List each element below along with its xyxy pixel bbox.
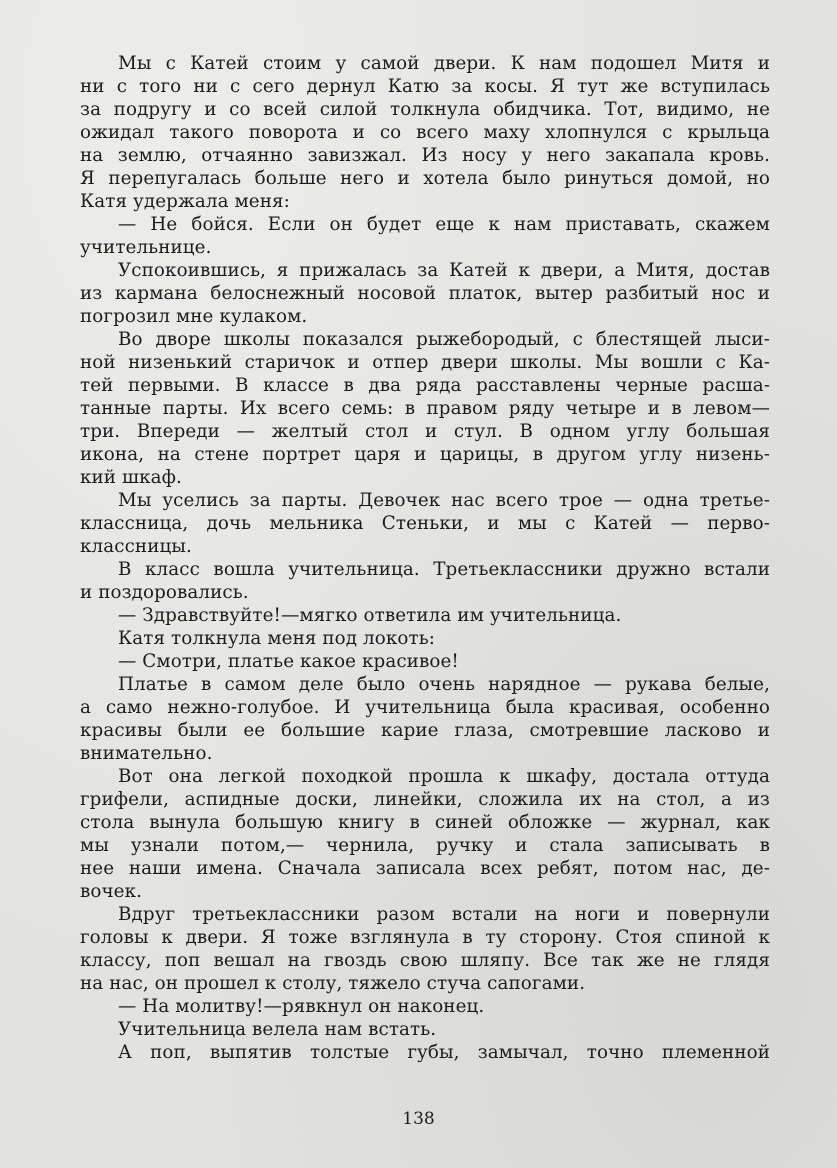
text-line: головы к двери. Я тоже взглянула в ту сторону. Стоя спиной к [80, 927, 770, 948]
text-line: ни с того ни с сего дернул Катю за косы. Я тут же вступилась [80, 76, 770, 97]
text-line: Вот она легкой походкой прошла к шкафу, достала оттуда [118, 766, 770, 787]
text-line: кий шкаф. [80, 467, 182, 488]
text-line: Учительница велела нам встать. [118, 1019, 437, 1040]
text-line: Я перепугалась больше него и хотела было ринуться домой, но [80, 168, 770, 189]
text-line: ожидал такого поворота и со всего маху хлопнулся с крыльца [80, 122, 770, 143]
text-line: В класс вошла учительница. Третьеклассники дружно встали [118, 559, 770, 580]
text-line: а само нежно-голубое. И учительница была красивая, особенно [80, 697, 770, 718]
text-line: Успокоившись, я прижалась за Катей к двери, а Митя, достав [118, 260, 770, 281]
text-line: стола вынула большую книгу в синей обложке — журнал, как [80, 812, 770, 833]
text-line: классница, дочь мельника Стеньки, и мы с Катей — перво- [80, 513, 770, 534]
body-text [80, 52, 770, 1064]
text-line: — Здравствуйте!—мягко ответила им учительница. [118, 605, 622, 626]
text-line: Во дворе школы показался рыжебородый, с блестящей лыси- [118, 329, 770, 350]
page-number: 138 [402, 1109, 435, 1129]
text-line: вочек. [80, 881, 143, 902]
text-line: три. Впереди — желтый стол и стул. В одном углу большая [80, 421, 770, 442]
text-line: — Не бойся. Если он будет еще к нам приставать, скажем [118, 214, 770, 235]
text-line: классу, поп вешал на гвоздь свою шляпу. Все так же не глядя [80, 950, 770, 971]
text-line: грифели, аспидные доски, линейки, сложила их на стол, а из [80, 789, 770, 810]
text-line: за подругу и со всей силой толкнула обидчика. Тот, видимо, не [80, 99, 770, 120]
text-line: мы узнали потом,— чернила, ручку и стала записывать в [80, 835, 770, 856]
text-line: икона, на стене портрет царя и царицы, в другом углу низень- [80, 444, 770, 465]
text-line: Платье в самом деле было очень нарядное — рукава белые, [118, 674, 770, 695]
text-line: Мы с Катей стоим у самой двери. К нам подошел Митя и [118, 53, 770, 74]
text-line: танные парты. Их всего семь: в правом ряду четыре и в левом— [80, 398, 770, 419]
text-line: — На молитву!—рявкнул он наконец. [118, 996, 485, 1017]
text-line: красивы были ее большие карие глаза, смотревшие ласково и [80, 720, 770, 741]
text-line: А поп, выпятив толстые губы, замычал, точно племенной [118, 1042, 770, 1063]
text-line: нее наши имена. Сначала записала всех ребят, потом нас, де- [80, 858, 770, 879]
text-line: классницы. [80, 536, 192, 557]
text-line: учительнице. [80, 237, 212, 258]
text-line: на нас, он прошел к столу, тяжело стуча сапогами. [80, 973, 586, 994]
text-line: погрозил мне кулаком. [80, 306, 308, 327]
text-line: тей первыми. В классе в два ряда расставлены черные расша- [80, 375, 770, 396]
text-line: из кармана белоснежный носовой платок, вытер разбитый нос и [80, 283, 770, 304]
text-line: ной низенький старичок и отпер двери школы. Мы вошли с Ка- [80, 352, 770, 373]
text-line: Вдруг третьеклассники разом встали на ноги и повернули [118, 904, 770, 925]
text-line: Мы уселись за парты. Девочек нас всего трое — одна третье- [118, 490, 770, 511]
text-line: на землю, отчаянно завизжал. Из носу у него закапала кровь. [80, 145, 770, 166]
text-line: Катя толкнула меня под локоть: [118, 628, 436, 649]
text-line: и поздоровались. [80, 582, 249, 603]
text-line: Катя удержала меня: [80, 191, 290, 212]
text-line: — Смотри, платье какое красивое! [118, 651, 459, 672]
text-line: внимательно. [80, 743, 213, 764]
